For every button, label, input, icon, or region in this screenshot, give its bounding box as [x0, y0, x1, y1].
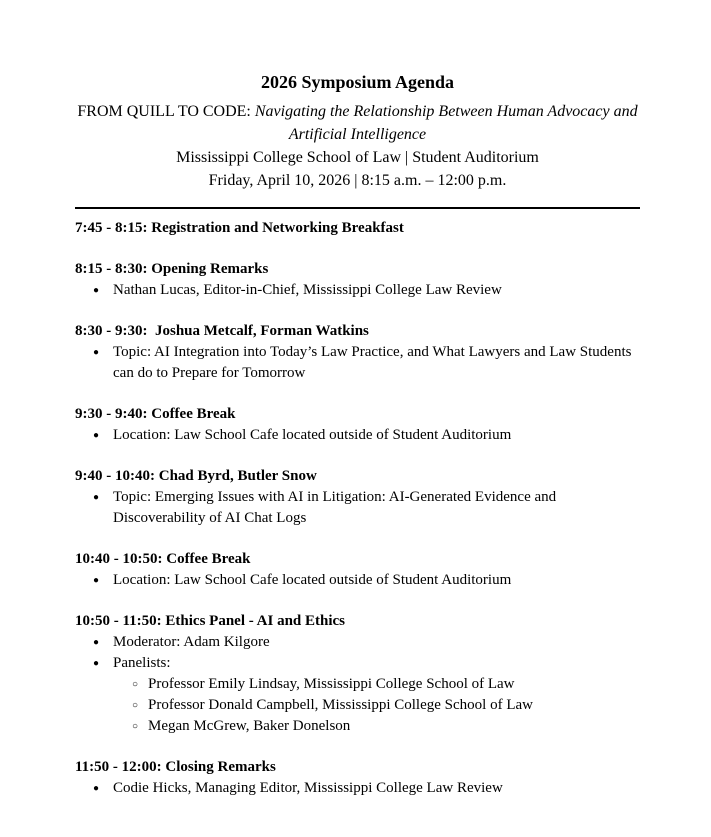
header-divider	[75, 207, 640, 209]
bullet-icon: ●	[93, 637, 100, 648]
sub-list-item	[75, 674, 640, 695]
list-item	[75, 570, 640, 591]
list-item-text: Topic: AI Integration into Today’s Law Practice, and What Lawyers and Law Students can do to Prepare for Tomorrow	[113, 344, 632, 381]
bullet-icon: ●	[93, 430, 100, 441]
list-item	[75, 280, 640, 301]
datetime-line: Friday, April 10, 2026 | 8:15 a.m. – 12:00 p.m.	[208, 172, 507, 189]
agenda-section	[75, 611, 640, 737]
bullet-icon: ●	[93, 285, 100, 296]
agenda-section	[75, 218, 640, 239]
sub-list-item-text: Professor Emily Lindsay, Mississippi College School of Law	[148, 676, 515, 692]
bullet-icon: ●	[93, 347, 100, 358]
subtitle-italic-title: Navigating the Relationship Between Human Advocacy and Artificial Intelligence	[254, 103, 638, 143]
agenda-section	[75, 549, 640, 591]
section-heading: 8:15 - 8:30: Opening Remarks	[75, 261, 269, 277]
circle-bullet-icon: ○	[132, 700, 139, 711]
list-item-text: Topic: Emerging Issues with AI in Litigation: AI-Generated Evidence and Discoverability of AI Chat Logs	[113, 489, 557, 526]
document-header	[75, 70, 640, 192]
bullet-icon: ●	[93, 492, 100, 503]
sub-list-item	[75, 716, 640, 737]
section-heading: 9:40 - 10:40: Chad Byrd, Butler Snow	[75, 468, 317, 484]
list-item-text: Location: Law School Cafe located outside of Student Auditorium	[113, 427, 512, 443]
section-heading: 11:50 - 12:00: Closing Remarks	[75, 759, 276, 775]
agenda-section	[75, 404, 640, 446]
agenda-sections	[75, 218, 640, 799]
list-item-text: Location: Law School Cafe located outside of Student Auditorium	[113, 572, 512, 588]
list-item	[75, 342, 640, 384]
sub-list-item-text: Megan McGrew, Baker Donelson	[148, 718, 351, 734]
list-item	[75, 632, 640, 653]
list-item	[75, 653, 640, 674]
bullet-icon: ●	[93, 783, 100, 794]
section-heading: 8:30 - 9:30: Joshua Metcalf, Forman Watkins	[75, 323, 369, 339]
list-item	[75, 425, 640, 446]
list-item-text: Panelists:	[113, 655, 171, 671]
subtitle-prefix: FROM QUILL TO CODE:	[77, 103, 255, 120]
agenda-section	[75, 259, 640, 301]
agenda-section	[75, 466, 640, 529]
list-item-text: Moderator: Adam Kilgore	[113, 634, 270, 650]
circle-bullet-icon: ○	[132, 679, 139, 690]
bullet-icon: ●	[93, 575, 100, 586]
section-heading: 10:50 - 11:50: Ethics Panel - AI and Ethics	[75, 613, 346, 629]
venue-line: Mississippi College School of Law | Student Auditorium	[176, 149, 539, 166]
circle-bullet-icon: ○	[132, 721, 139, 732]
list-item	[75, 778, 640, 799]
section-heading: 7:45 - 8:15: Registration and Networking Breakfast	[75, 220, 404, 236]
agenda-section	[75, 757, 640, 799]
list-item-text: Codie Hicks, Managing Editor, Mississippi College Law Review	[113, 780, 503, 796]
list-item	[75, 487, 640, 529]
sub-list-item	[75, 695, 640, 716]
list-item-text: Nathan Lucas, Editor-in-Chief, Mississippi College Law Review	[113, 282, 502, 298]
section-heading: 9:30 - 9:40: Coffee Break	[75, 406, 236, 422]
symposium-subtitle	[75, 100, 640, 146]
bullet-icon: ●	[93, 658, 100, 669]
agenda-section	[75, 321, 640, 384]
section-heading: 10:40 - 10:50: Coffee Break	[75, 551, 251, 567]
sub-list-item-text: Professor Donald Campbell, Mississippi College School of Law	[148, 697, 533, 713]
page-title: 2026 Symposium Agenda	[260, 72, 455, 92]
